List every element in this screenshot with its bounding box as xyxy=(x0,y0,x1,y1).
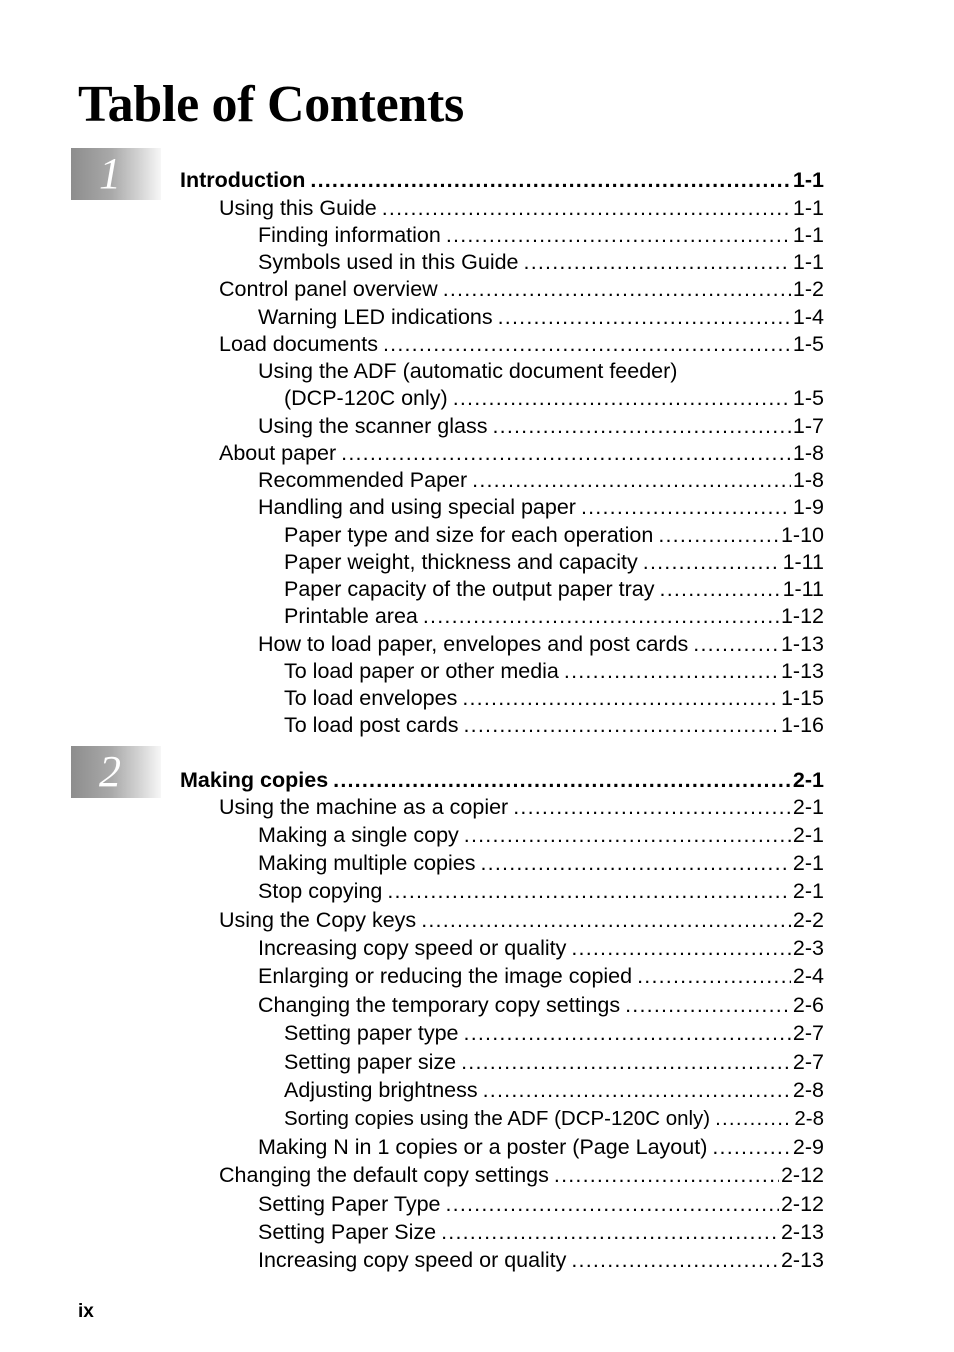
toc-entry xyxy=(284,576,824,602)
toc-entry xyxy=(284,1106,824,1132)
toc-entry-page: 1-16 xyxy=(780,713,824,737)
toc-entry-page: 1-5 xyxy=(792,332,824,356)
toc-entry-page: 1-2 xyxy=(792,277,824,301)
toc-entry-title: Setting Paper Size xyxy=(258,1220,437,1244)
toc-entry-page: 2-8 xyxy=(792,1078,824,1102)
toc-entry xyxy=(219,331,824,357)
dot-leader xyxy=(441,1219,779,1245)
toc-entry-page: 2-9 xyxy=(792,1135,824,1159)
dot-leader xyxy=(472,467,791,493)
toc-entry xyxy=(258,467,824,493)
toc-entry xyxy=(284,712,824,738)
dot-leader xyxy=(483,1077,791,1103)
toc-entry-page: 1-15 xyxy=(780,686,824,710)
dot-leader xyxy=(625,992,791,1018)
toc-entry-title: To load envelopes xyxy=(284,686,458,710)
toc-entry-page: 1-7 xyxy=(792,414,824,438)
dot-leader xyxy=(310,167,791,193)
toc-entry-title: Adjusting brightness xyxy=(284,1078,478,1102)
dot-leader xyxy=(464,1020,791,1046)
toc-entry-page: 2-6 xyxy=(792,993,824,1017)
chapter-number: 2 xyxy=(99,747,121,796)
dot-leader xyxy=(581,494,791,520)
toc-entry-title: Symbols used in this Guide xyxy=(258,250,519,274)
dot-leader xyxy=(464,712,779,738)
toc-chapter-entry xyxy=(180,767,824,793)
toc-entry xyxy=(284,685,824,711)
toc-entry-title: Paper type and size for each operation xyxy=(284,523,654,547)
toc-entry-page: 2-7 xyxy=(792,1050,824,1074)
dot-leader xyxy=(341,440,791,466)
toc-entry xyxy=(258,631,824,657)
toc-entry-page: 1-11 xyxy=(782,550,824,574)
page-title: Table of Contents xyxy=(78,76,464,133)
toc-entry xyxy=(258,1219,824,1245)
toc-entry-page: 2-13 xyxy=(780,1220,824,1244)
toc-entry xyxy=(258,304,824,330)
toc-entry-title: Introduction xyxy=(180,168,306,192)
toc-entry-title: How to load paper, envelopes and post cards xyxy=(258,632,689,656)
toc-entry xyxy=(258,1247,824,1273)
dot-leader xyxy=(461,1049,791,1075)
toc-entry xyxy=(258,878,824,904)
dot-leader xyxy=(660,576,781,602)
toc-entry-title: Paper capacity of the output paper tray xyxy=(284,577,655,601)
toc-entry-title: Making copies xyxy=(180,768,329,792)
toc-entry-title: Increasing copy speed or quality xyxy=(258,936,567,960)
dot-leader xyxy=(462,685,779,711)
page-number: ix xyxy=(78,1301,94,1322)
dot-leader xyxy=(492,413,790,439)
toc-entry-page: 2-1 xyxy=(792,795,824,819)
toc-entry-title: Using the machine as a copier xyxy=(219,795,509,819)
toc-entry-title: Control panel overview xyxy=(219,277,438,301)
toc-entry xyxy=(258,992,824,1018)
toc-entry xyxy=(219,794,824,820)
dot-leader xyxy=(524,249,791,275)
dot-leader xyxy=(387,878,791,904)
dot-leader xyxy=(382,195,791,221)
toc-entry xyxy=(258,935,824,961)
toc-entry-page: 1-4 xyxy=(792,305,824,329)
toc-entry-page: 2-4 xyxy=(792,964,824,988)
toc-entry xyxy=(284,603,824,629)
toc-entry xyxy=(219,907,824,933)
toc-entry-title: Setting Paper Type xyxy=(258,1192,441,1216)
toc-entry-page: 1-12 xyxy=(780,604,824,628)
toc-entry-title: About paper xyxy=(219,441,337,465)
toc-entry-page: 2-12 xyxy=(780,1192,824,1216)
toc-entry xyxy=(284,385,824,411)
toc-entry-page: 2-13 xyxy=(780,1248,824,1272)
toc-entry-title: Handling and using special paper xyxy=(258,495,576,519)
toc-entry xyxy=(258,850,824,876)
toc-entry-page: 2-1 xyxy=(792,768,824,792)
dot-leader xyxy=(383,331,791,357)
toc-entry-title: Using the Copy keys xyxy=(219,908,417,932)
toc-entry xyxy=(284,658,824,684)
toc-entry-title: Making a single copy xyxy=(258,823,459,847)
toc-entry-title: Paper weight, thickness and capacity xyxy=(284,550,638,574)
toc-entry-title: Making multiple copies xyxy=(258,851,476,875)
toc-entry xyxy=(219,1162,824,1188)
toc-entry xyxy=(258,413,824,439)
toc-entry xyxy=(219,440,824,466)
dot-leader xyxy=(715,1106,792,1132)
toc-entry-page: 1-10 xyxy=(780,523,824,547)
dot-leader xyxy=(423,603,779,629)
toc-entry-title: Warning LED indications xyxy=(258,305,493,329)
dot-leader xyxy=(564,658,779,684)
toc-entry xyxy=(284,1020,824,1046)
chapter-number: 1 xyxy=(99,149,121,198)
toc-entry-title: Using the ADF (automatic document feeder) xyxy=(258,359,678,383)
toc-entry-title: Load documents xyxy=(219,332,378,356)
toc-entry-title: Sorting copies using the ADF (DCP-120C only) xyxy=(284,1107,711,1130)
toc-entry-title: Finding information xyxy=(258,223,441,247)
dot-leader xyxy=(464,822,791,848)
dot-leader xyxy=(446,222,791,248)
toc-entry xyxy=(284,522,824,548)
toc-entry-page: 1-8 xyxy=(792,468,824,492)
toc-entry-page: 1-1 xyxy=(792,196,824,220)
toc-entry-page: 2-1 xyxy=(792,823,824,847)
dot-leader xyxy=(571,1247,779,1273)
toc-entry xyxy=(258,494,824,520)
toc-entry-title: Using this Guide xyxy=(219,196,377,220)
dot-leader xyxy=(637,963,791,989)
dot-leader xyxy=(693,631,779,657)
toc-entry-title: Changing the default copy settings xyxy=(219,1163,549,1187)
dot-leader xyxy=(554,1162,779,1188)
toc-entry-title: Stop copying xyxy=(258,879,383,903)
toc-entry-page: 2-3 xyxy=(792,936,824,960)
toc-entry-page: 1-1 xyxy=(792,250,824,274)
toc-entry-title: Setting paper type xyxy=(284,1021,459,1045)
dot-leader xyxy=(481,850,791,876)
toc-entry-page: 1-1 xyxy=(792,223,824,247)
toc-entry xyxy=(258,358,824,384)
toc-entry xyxy=(258,222,824,248)
dot-leader xyxy=(453,385,791,411)
toc-entry-title: Recommended Paper xyxy=(258,468,468,492)
toc-entry xyxy=(284,1077,824,1103)
toc-entry-title: Using the scanner glass xyxy=(258,414,488,438)
toc-entry-title: Making N in 1 copies or a poster (Page Layout) xyxy=(258,1135,708,1159)
toc-entry xyxy=(284,1049,824,1075)
toc-entry-page: 2-1 xyxy=(792,879,824,903)
toc-entry xyxy=(258,1191,824,1217)
dot-leader xyxy=(445,1191,778,1217)
dot-leader xyxy=(658,522,779,548)
toc-entry-page: 1-5 xyxy=(792,386,824,410)
dot-leader xyxy=(513,794,791,820)
toc-entry xyxy=(219,276,824,302)
toc-entry-title: Increasing copy speed or quality xyxy=(258,1248,567,1272)
toc-entry-page: 2-1 xyxy=(792,851,824,875)
toc-entry-title: (DCP-120C only) xyxy=(284,386,448,410)
toc-entry-page: 1-8 xyxy=(792,441,824,465)
toc-entry-title: To load post cards xyxy=(284,713,459,737)
dot-leader xyxy=(498,304,791,330)
toc-entry xyxy=(219,195,824,221)
toc-entry-page: 1-11 xyxy=(782,577,824,601)
toc-entry xyxy=(258,822,824,848)
dot-leader xyxy=(712,1134,791,1160)
toc-entry-page: 2-12 xyxy=(780,1163,824,1187)
toc-entry xyxy=(258,249,824,275)
toc-entry xyxy=(258,963,824,989)
toc-entry-page: 1-1 xyxy=(792,168,824,192)
toc-entry-title: Setting paper size xyxy=(284,1050,457,1074)
dot-leader xyxy=(571,935,791,961)
dot-leader xyxy=(643,549,781,575)
toc-entry-page: 1-9 xyxy=(792,495,824,519)
dot-leader xyxy=(333,767,791,793)
toc-entry-page: 1-13 xyxy=(780,659,824,683)
toc-entry-title: Enlarging or reducing the image copied xyxy=(258,964,633,988)
toc-entry-page: 1-13 xyxy=(780,632,824,656)
dot-leader xyxy=(443,276,791,302)
toc-entry-title: To load paper or other media xyxy=(284,659,559,683)
toc-entry xyxy=(284,549,824,575)
toc-chapter-entry xyxy=(180,167,824,193)
toc-entry-page: 2-7 xyxy=(792,1021,824,1045)
dot-leader xyxy=(421,907,791,933)
toc-entry-title: Printable area xyxy=(284,604,418,628)
toc-entry-page: 2-8 xyxy=(794,1107,824,1130)
toc-entry xyxy=(258,1134,824,1160)
toc-entry-title: Changing the temporary copy settings xyxy=(258,993,621,1017)
toc-entry-page: 2-2 xyxy=(792,908,824,932)
